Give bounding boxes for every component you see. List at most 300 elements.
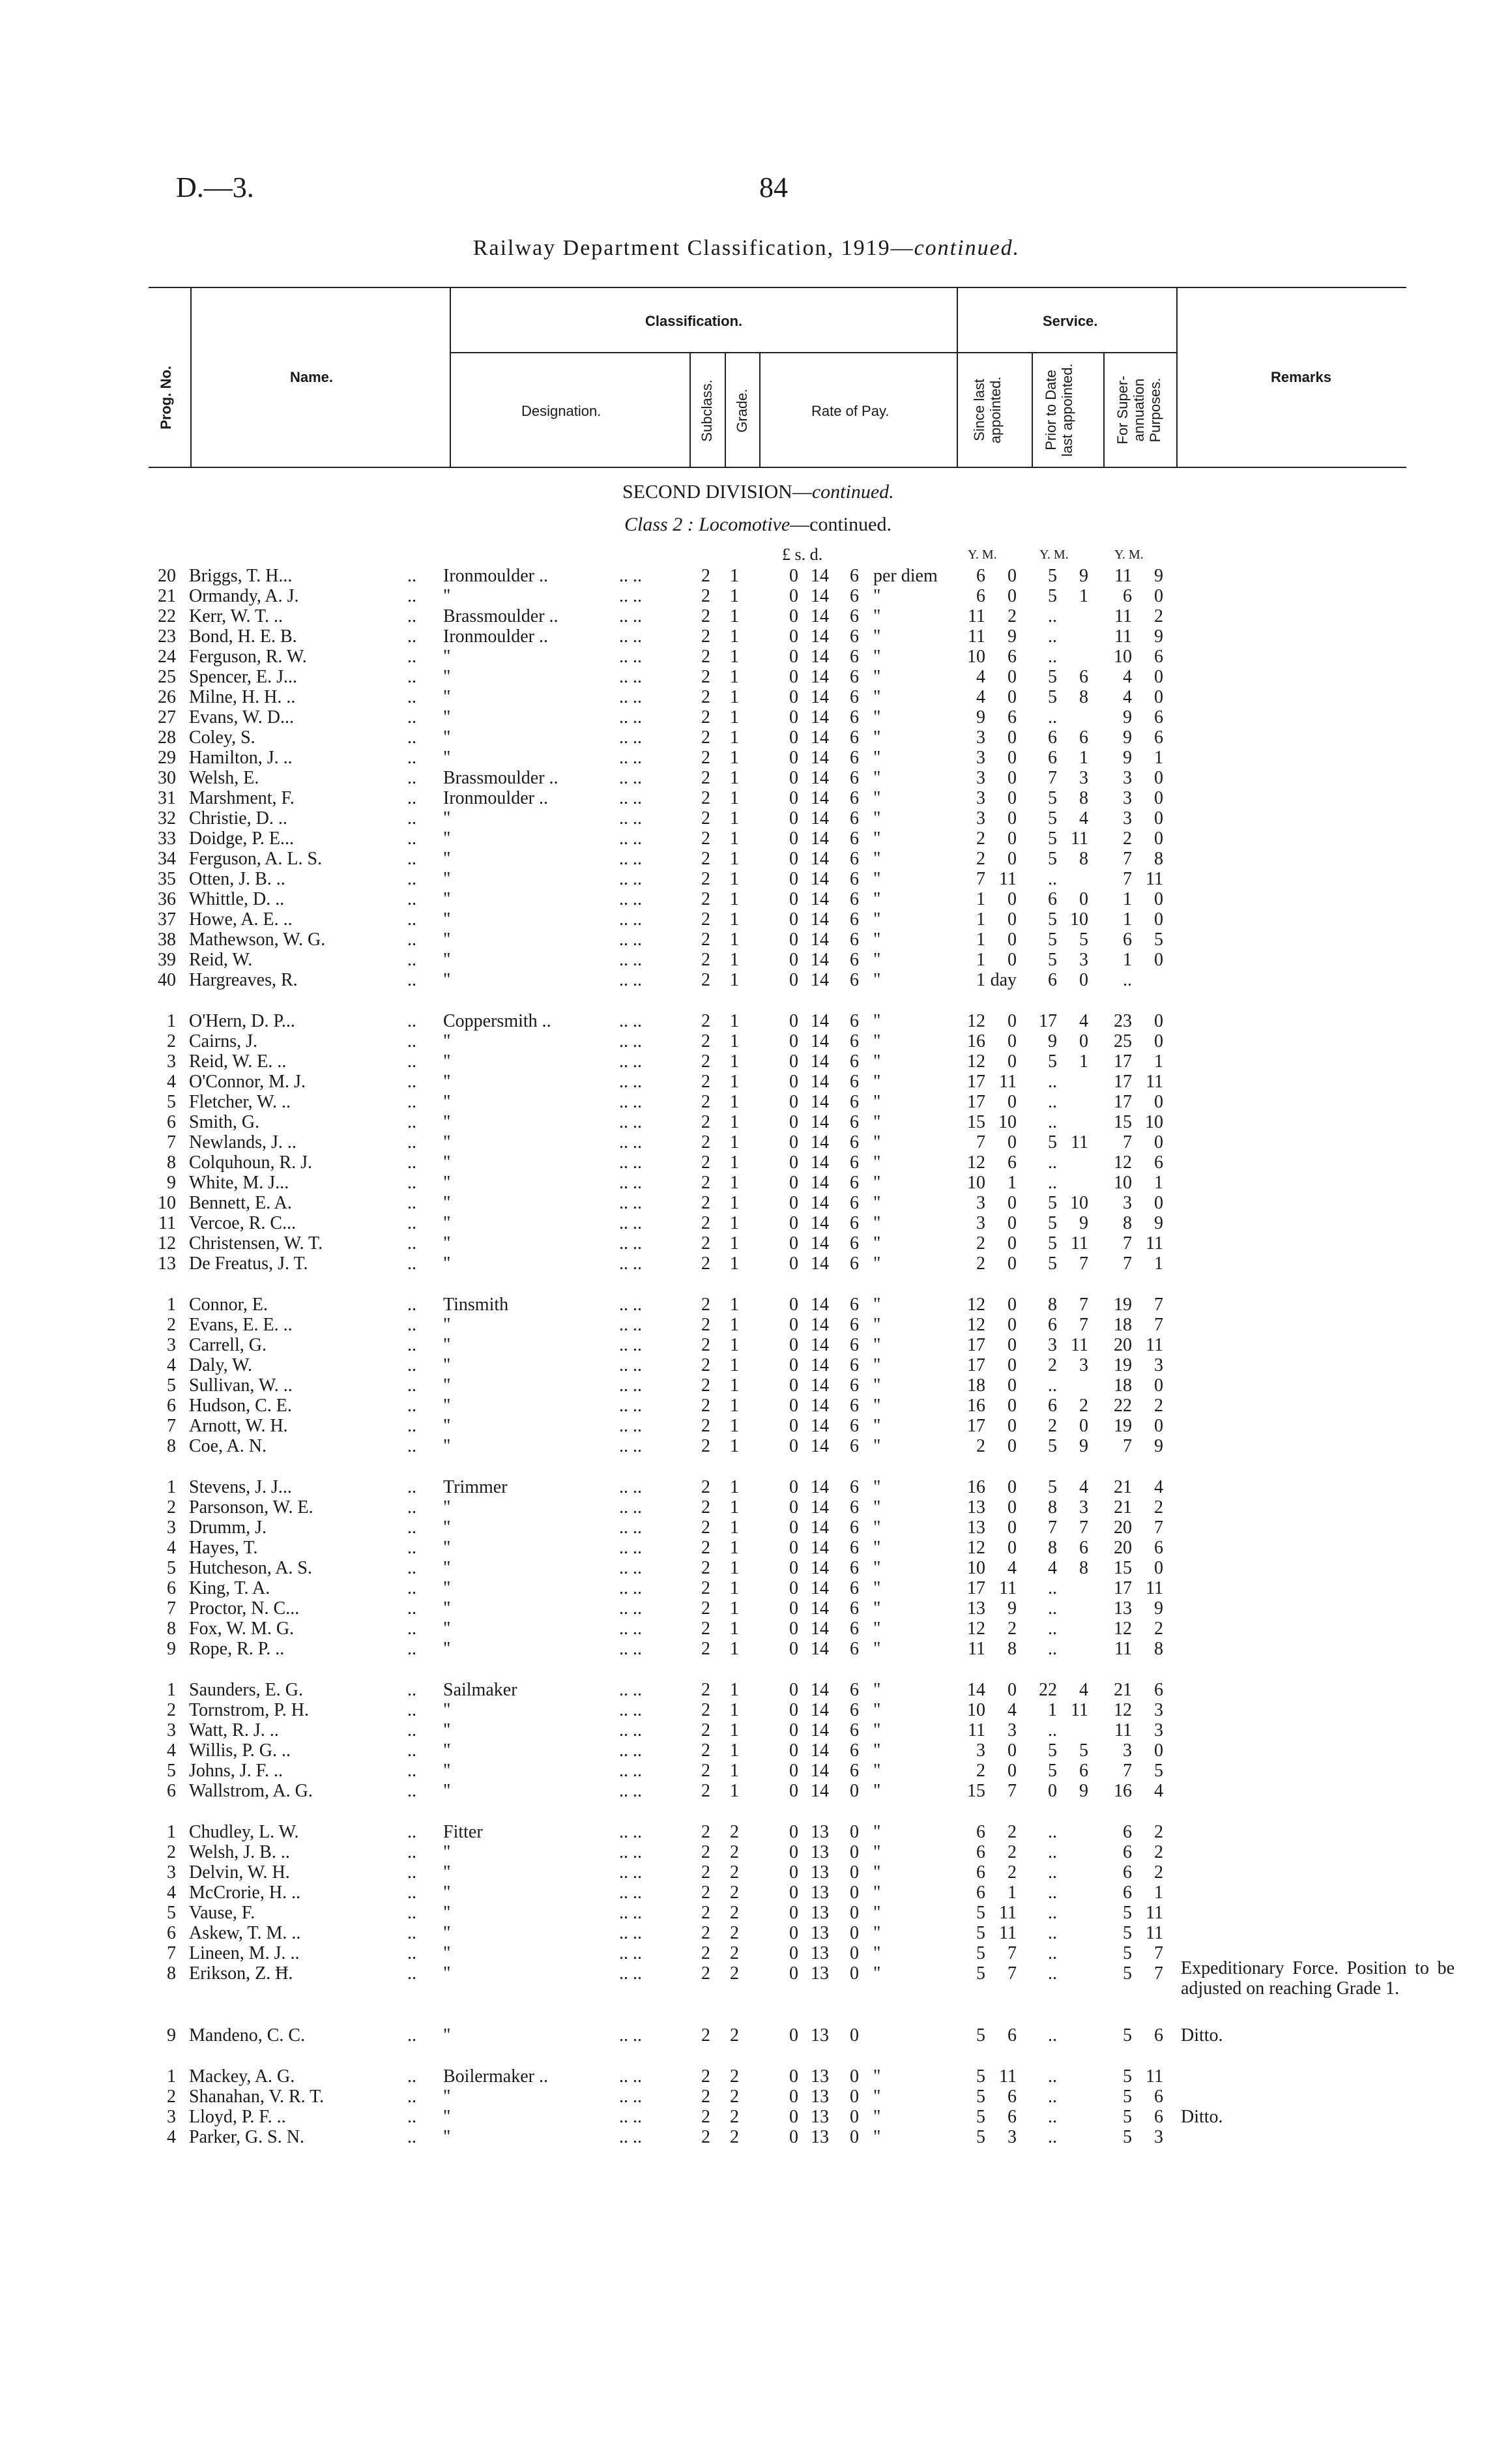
prior-months: 4	[1079, 1477, 1088, 1497]
prior-years: ..	[1048, 869, 1057, 889]
prior-months: 9	[1079, 1436, 1088, 1456]
pay-pence: 6	[850, 970, 859, 990]
leader-dots: ..	[407, 1598, 416, 1619]
pay-shillings: 14	[811, 1740, 829, 1761]
table-row	[0, 768, 1493, 788]
since-months: 0	[1007, 808, 1017, 829]
employee-name: Saunders, E. G.	[189, 1680, 303, 1700]
pay-period: "	[873, 1193, 881, 1213]
prog-number: 1	[167, 1477, 176, 1497]
prior-months: 7	[1079, 1518, 1088, 1538]
grade: 2	[730, 1943, 739, 1963]
designation: "	[443, 586, 451, 606]
super-years: 19	[1114, 1355, 1132, 1375]
prior-months: 10	[1070, 909, 1088, 930]
pay-shillings: 14	[811, 1173, 829, 1193]
super-years: 7	[1123, 1761, 1132, 1781]
pay-period: "	[873, 2107, 881, 2127]
employee-name: Rope, R. P. ..	[189, 1639, 285, 1659]
designation: Trimmer	[443, 1477, 508, 1497]
super-years: 17	[1114, 1051, 1132, 1072]
since-months: 2	[1007, 1619, 1017, 1639]
since-years: 1	[976, 889, 985, 909]
table-row	[0, 1740, 1493, 1761]
super-months: 0	[1154, 1740, 1163, 1761]
designation: "	[443, 1963, 451, 1984]
grade: 2	[730, 2127, 739, 2147]
table-row	[0, 1720, 1493, 1740]
leader-dots: .. ..	[619, 1031, 642, 1051]
pay-shillings: 14	[811, 1295, 829, 1315]
grade: 1	[730, 849, 739, 869]
grade: 2	[730, 2066, 739, 2087]
since-years: 3	[976, 1213, 985, 1233]
since-years: 17	[967, 1355, 985, 1375]
super-months: 0	[1154, 950, 1163, 970]
designation: "	[443, 1903, 451, 1923]
employee-name: Doidge, P. E...	[189, 829, 294, 849]
pay-pence: 6	[850, 889, 859, 909]
pay-pounds: 0	[789, 1578, 798, 1598]
prog-number: 31	[158, 788, 176, 808]
pay-pence: 6	[850, 1497, 859, 1518]
pay-period: "	[873, 1355, 881, 1375]
pay-pence: 6	[850, 1558, 859, 1578]
prior-years: ..	[1048, 1152, 1057, 1173]
designation: "	[443, 2087, 451, 2107]
designation: "	[443, 829, 451, 849]
subclass: 2	[701, 1862, 710, 1883]
pay-pence: 6	[850, 788, 859, 808]
designation: "	[443, 667, 451, 687]
super-years: 8	[1123, 1213, 1132, 1233]
prior-years: 7	[1048, 768, 1057, 788]
section-class	[624, 514, 891, 536]
prog-number: 40	[158, 970, 176, 990]
subclass: 2	[701, 748, 710, 768]
pay-shillings: 14	[811, 1031, 829, 1051]
super-years: 3	[1123, 788, 1132, 808]
employee-name: Hamilton, J. ..	[189, 748, 293, 768]
subclass: 2	[701, 2127, 710, 2147]
super-years: 3	[1123, 808, 1132, 829]
leader-dots: .. ..	[619, 586, 642, 606]
subclass: 2	[701, 1375, 710, 1396]
since-years: 12	[967, 1152, 985, 1173]
super-years: 10	[1114, 1173, 1132, 1193]
pay-period: "	[873, 1233, 881, 1254]
super-months: 0	[1154, 667, 1163, 687]
subclass: 2	[701, 2025, 710, 2046]
pay-shillings: 14	[811, 1578, 829, 1598]
table-row	[0, 1538, 1493, 1558]
prog-number: 5	[167, 1092, 176, 1112]
prior-years: 1	[1048, 1700, 1057, 1720]
since-months: 2	[1007, 606, 1017, 626]
pay-pence: 0	[850, 1883, 859, 1903]
leader-dots: .. ..	[619, 1538, 642, 1558]
table-row	[0, 869, 1493, 889]
designation: "	[443, 950, 451, 970]
designation: "	[443, 849, 451, 869]
designation: "	[443, 1538, 451, 1558]
super-years: 17	[1114, 1092, 1132, 1112]
pay-pounds: 0	[789, 1213, 798, 1233]
designation: Brassmoulder ..	[443, 606, 558, 626]
super-years: 19	[1114, 1416, 1132, 1436]
designation: "	[443, 889, 451, 909]
since-years: 3	[976, 1193, 985, 1213]
table-row	[0, 1193, 1493, 1213]
leader-dots: .. ..	[619, 1254, 642, 1274]
since-months: 0	[1007, 889, 1017, 909]
subclass: 2	[701, 1416, 710, 1436]
table-row	[0, 1883, 1493, 1903]
pay-period: "	[873, 1152, 881, 1173]
table-row	[0, 930, 1493, 950]
pay-pence: 6	[850, 1152, 859, 1173]
super-years: 16	[1114, 1781, 1132, 1801]
prior-years: ..	[1048, 707, 1057, 727]
employee-name: Ormandy, A. J.	[189, 586, 299, 606]
subclass: 2	[701, 1639, 710, 1659]
col-divider-4	[725, 353, 726, 468]
since-months: 9	[1007, 626, 1017, 647]
prior-header: Prior to Date last appointed.	[1043, 363, 1075, 457]
prior-months: 5	[1079, 930, 1088, 950]
super-months: 6	[1154, 1538, 1163, 1558]
pay-pence: 6	[850, 1375, 859, 1396]
leader-dots: .. ..	[619, 647, 642, 667]
designation: Fitter	[443, 1822, 483, 1842]
subclass: 2	[701, 1011, 710, 1031]
since-years: 5	[976, 1903, 985, 1923]
pay-pence: 6	[850, 1213, 859, 1233]
leader-dots: .. ..	[619, 1233, 642, 1254]
prog-number: 6	[167, 1923, 176, 1943]
pay-pounds: 0	[789, 1396, 798, 1416]
subclass: 2	[701, 1092, 710, 1112]
leader-dots: .. ..	[619, 1883, 642, 1903]
prior-months: 1	[1079, 748, 1088, 768]
since-years: 6	[976, 586, 985, 606]
designation: "	[443, 1720, 451, 1740]
prior-months: 0	[1079, 1416, 1088, 1436]
prior-years: ..	[1048, 1963, 1057, 1984]
prior-years: 6	[1048, 727, 1057, 748]
prog-no-header: Prog. No.	[158, 366, 174, 430]
pay-pence: 6	[850, 1477, 859, 1497]
employee-name: Tornstrom, P. H.	[189, 1700, 309, 1720]
leader-dots: ..	[407, 647, 416, 667]
leader-dots: ..	[407, 1051, 416, 1072]
subclass: 2	[701, 1072, 710, 1092]
table-row	[0, 970, 1493, 990]
since-years: 2	[976, 829, 985, 849]
grade: 1	[730, 1700, 739, 1720]
prior-years: ..	[1048, 1639, 1057, 1659]
leader-dots: ..	[407, 1943, 416, 1963]
prog-number: 3	[167, 1720, 176, 1740]
prior-months: 4	[1079, 1011, 1088, 1031]
grade: 1	[730, 950, 739, 970]
pay-pence: 0	[850, 1822, 859, 1842]
pay-period: "	[873, 667, 881, 687]
designation: "	[443, 2127, 451, 2147]
since-months: 11	[999, 1578, 1017, 1598]
employee-name: Welsh, J. B. ..	[189, 1842, 290, 1862]
grade: 1	[730, 1254, 739, 1274]
since-months: 0	[1007, 1315, 1017, 1335]
subclass: 2	[701, 1923, 710, 1943]
since-years: 5	[976, 2066, 985, 2087]
grade: 1	[730, 808, 739, 829]
prior-years: ..	[1048, 1619, 1057, 1639]
grade: 2	[730, 2087, 739, 2107]
prior-months: 6	[1079, 667, 1088, 687]
prior-years: 5	[1048, 586, 1057, 606]
super-months: 8	[1154, 849, 1163, 869]
super-months: 11	[1146, 1578, 1163, 1598]
leader-dots: ..	[407, 1842, 416, 1862]
super-years: 9	[1123, 707, 1132, 727]
prog-number: 39	[158, 950, 176, 970]
leader-dots: .. ..	[619, 930, 642, 950]
pay-shillings: 14	[811, 1518, 829, 1538]
designation: "	[443, 1375, 451, 1396]
leader-dots: .. ..	[619, 727, 642, 748]
prior-years: 6	[1048, 970, 1057, 990]
pay-pence: 6	[850, 909, 859, 930]
grade: 1	[730, 748, 739, 768]
grade: 2	[730, 1923, 739, 1943]
grade: 1	[730, 1436, 739, 1456]
pay-pence: 6	[850, 667, 859, 687]
since-months: 0	[1007, 1233, 1017, 1254]
super-months: 11	[1146, 869, 1163, 889]
pay-pence: 0	[850, 1923, 859, 1943]
since-years: 11	[968, 626, 985, 647]
pay-shillings: 14	[811, 1497, 829, 1518]
prior-years: 8	[1048, 1295, 1057, 1315]
pay-pounds: 0	[789, 788, 798, 808]
service-header: Service.	[1043, 313, 1098, 329]
leader-dots: ..	[407, 1416, 416, 1436]
employee-name: Bennett, E. A.	[189, 1193, 292, 1213]
super-months: 1	[1154, 1254, 1163, 1274]
pay-pence: 6	[850, 950, 859, 970]
prog-number: 20	[158, 566, 176, 586]
prior-years: ..	[1048, 1720, 1057, 1740]
since-years: 2	[976, 1254, 985, 1274]
super-years: ..	[1123, 970, 1132, 990]
classification-rule	[450, 352, 1176, 353]
since-months: 0	[1007, 1092, 1017, 1112]
designation: "	[443, 1842, 451, 1862]
subclass: 2	[701, 1477, 710, 1497]
pay-period: "	[873, 1132, 881, 1152]
prog-number: 4	[167, 1740, 176, 1761]
pay-shillings: 14	[811, 1233, 829, 1254]
pay-period: "	[873, 606, 881, 626]
prior-months: 8	[1079, 788, 1088, 808]
pay-pounds: 0	[789, 1842, 798, 1862]
pay-pence: 6	[850, 1700, 859, 1720]
pay-shillings: 14	[811, 1720, 829, 1740]
leader-dots: ..	[407, 950, 416, 970]
since-months: 0	[1007, 909, 1017, 930]
grade: 1	[730, 1680, 739, 1700]
class-name: Locomotive	[699, 514, 790, 535]
since-years: 6	[976, 1883, 985, 1903]
since-months: 0	[1007, 788, 1017, 808]
prior-months: 8	[1079, 849, 1088, 869]
since-months: 0	[1007, 1011, 1017, 1031]
leader-dots: ..	[407, 626, 416, 647]
prior-years: 0	[1048, 1781, 1057, 1801]
leader-dots: ..	[407, 1720, 416, 1740]
since-years: 10	[967, 1173, 985, 1193]
pay-pounds: 0	[789, 1092, 798, 1112]
subclass: 2	[701, 586, 710, 606]
pay-shillings: 14	[811, 1315, 829, 1335]
title-text: Railway Department Classification, 1919—	[472, 236, 914, 260]
super-months: 2	[1154, 1497, 1163, 1518]
since-years: 12	[967, 1538, 985, 1558]
employee-name: Coe, A. N.	[189, 1436, 267, 1456]
table-row	[0, 1477, 1493, 1497]
pay-pounds: 0	[789, 1416, 798, 1436]
leader-dots: ..	[407, 2066, 416, 2087]
prior-years: 5	[1048, 788, 1057, 808]
pay-period: "	[873, 1031, 881, 1051]
super-years: 7	[1123, 1132, 1132, 1152]
pay-shillings: 14	[811, 1761, 829, 1781]
super-years: 22	[1114, 1396, 1132, 1416]
super-years: 5	[1123, 2127, 1132, 2147]
super-years: 20	[1114, 1538, 1132, 1558]
table-row	[0, 808, 1493, 829]
leader-dots: .. ..	[619, 1416, 642, 1436]
title-continued: continued.	[914, 236, 1021, 260]
leader-dots: .. ..	[619, 1112, 642, 1132]
since-months: 0	[1007, 1132, 1017, 1152]
pay-pence: 6	[850, 1680, 859, 1700]
subclass: 2	[701, 950, 710, 970]
prog-number: 7	[167, 1132, 176, 1152]
grade: 1	[730, 1315, 739, 1335]
grade: 1	[730, 1538, 739, 1558]
designation: "	[443, 1193, 451, 1213]
pay-shillings: 14	[811, 1416, 829, 1436]
prog-number: 2	[167, 1497, 176, 1518]
pay-pence: 6	[850, 1295, 859, 1315]
name-header: Name.	[290, 369, 334, 385]
prog-number: 7	[167, 1416, 176, 1436]
table-row	[0, 889, 1493, 909]
grade: 1	[730, 1335, 739, 1355]
grade: 1	[730, 1598, 739, 1619]
super-years: 6	[1123, 1842, 1132, 1862]
table-row	[0, 1761, 1493, 1781]
since-years: 17	[967, 1416, 985, 1436]
leader-dots: .. ..	[619, 1740, 642, 1761]
prior-years: 6	[1048, 748, 1057, 768]
prog-number: 24	[158, 647, 176, 667]
leader-dots: .. ..	[619, 950, 642, 970]
pay-pounds: 0	[789, 1822, 798, 1842]
leader-dots: .. ..	[619, 1335, 642, 1355]
prog-number: 7	[167, 1943, 176, 1963]
table-row	[0, 1051, 1493, 1072]
pay-period: "	[873, 727, 881, 748]
pay-pounds: 0	[789, 1963, 798, 1984]
super-years: 5	[1123, 2025, 1132, 2046]
pay-pounds: 0	[789, 1011, 798, 1031]
table-row	[0, 1700, 1493, 1720]
subclass: 2	[701, 849, 710, 869]
leader-dots: ..	[407, 1375, 416, 1396]
pay-pounds: 0	[789, 647, 798, 667]
leader-dots: ..	[407, 1011, 416, 1031]
section-division	[622, 481, 894, 503]
pay-pounds: 0	[789, 1740, 798, 1761]
prog-number: 7	[167, 1598, 176, 1619]
prior-months: 11	[1071, 1132, 1088, 1152]
prior-years: ..	[1048, 1943, 1057, 1963]
super-years: 3	[1123, 1193, 1132, 1213]
subclass: 2	[701, 1173, 710, 1193]
pay-shillings: 13	[811, 2127, 829, 2147]
leader-dots: .. ..	[619, 1598, 642, 1619]
since-months: 0	[1007, 950, 1017, 970]
designation: "	[443, 727, 451, 748]
since-years: 17	[967, 1072, 985, 1092]
since-months: 11	[999, 2066, 1017, 2087]
employee-name: Vause, F.	[189, 1903, 255, 1923]
prog-number: 21	[158, 586, 176, 606]
pay-pence: 6	[850, 1436, 859, 1456]
super-years: 21	[1114, 1477, 1132, 1497]
designation: "	[443, 1923, 451, 1943]
pay-shillings: 14	[811, 1436, 829, 1456]
since-months: 0	[1007, 1193, 1017, 1213]
since-months: 7	[1007, 1963, 1017, 1984]
since-months: 0	[1007, 566, 1017, 586]
table-row	[0, 1619, 1493, 1639]
pay-period: "	[873, 1011, 881, 1031]
prog-number: 25	[158, 667, 176, 687]
super-months: 9	[1154, 1213, 1163, 1233]
grade: 1	[730, 647, 739, 667]
header-bottom-rule	[149, 467, 1406, 468]
prior-months: 11	[1071, 1335, 1088, 1355]
pay-period: "	[873, 1923, 881, 1943]
pay-period: "	[873, 1862, 881, 1883]
pay-pence: 6	[850, 1031, 859, 1051]
pay-shillings: 14	[811, 1152, 829, 1173]
grade: 1	[730, 889, 739, 909]
leader-dots: ..	[407, 1173, 416, 1193]
super-years: 6	[1123, 1883, 1132, 1903]
leader-dots: ..	[407, 1923, 416, 1943]
super-months: 7	[1154, 1315, 1163, 1335]
since-months: 2	[1007, 1822, 1017, 1842]
units-pay: £ s. d.	[782, 545, 823, 564]
subclass: 2	[701, 909, 710, 930]
pay-pounds: 0	[789, 930, 798, 950]
pay-pounds: 0	[789, 829, 798, 849]
